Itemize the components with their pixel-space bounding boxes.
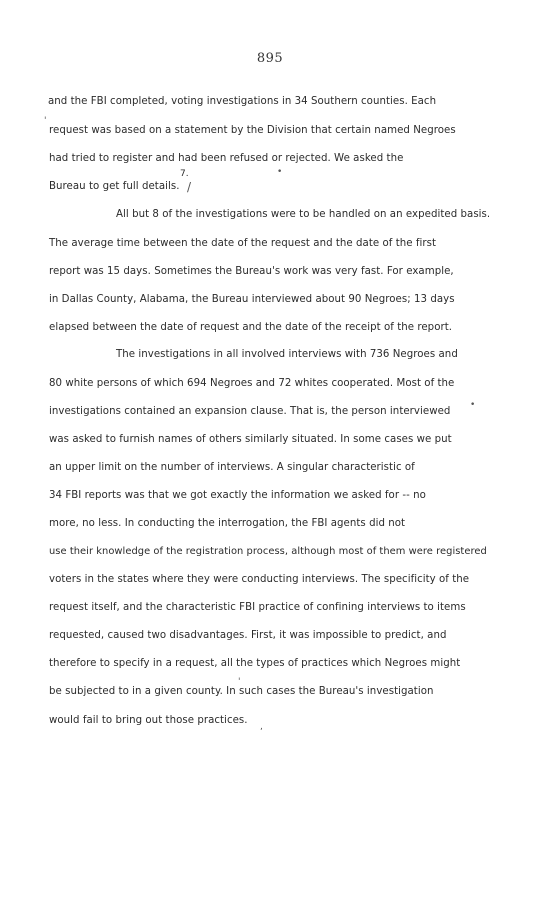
text-line: voters in the states where they were conducting interviews. The specificity of the xyxy=(49,574,470,585)
text-line: more, no less. In conducting the interrogation, the FBI agents did not xyxy=(49,518,406,529)
ink-speck: ' xyxy=(238,677,241,687)
footnote-reference: 7. xyxy=(180,169,189,179)
text-line: therefore to specify in a request, all the types of practices which Negroes might xyxy=(49,658,461,669)
text-line: Bureau to get full details. xyxy=(49,181,180,192)
text-line: an upper limit on the number of interviews. A singular characteristic of xyxy=(49,462,415,473)
text-line: request itself, and the characteristic FBI practice of confining interviews to items xyxy=(49,602,466,613)
text-line: investigations contained an expansion clause. That is, the person interviewed xyxy=(49,406,451,417)
text-line: elapsed between the date of request and the date of the receipt of the report. xyxy=(49,322,453,333)
ink-speck: • xyxy=(470,400,476,410)
text-line: was asked to furnish names of others similarly situated. In some cases we put xyxy=(49,434,452,445)
page-number: 895 xyxy=(256,51,284,66)
text-line: be subjected to in a given county. In such cases the Bureau's investigation xyxy=(49,686,434,697)
footnote-slash-mark: / xyxy=(187,180,192,194)
text-line: The investigations in all involved interviews with 736 Negroes and xyxy=(116,349,458,360)
text-line: 80 white persons of which 694 Negroes and 72 whites cooperated. Most of the xyxy=(49,378,455,389)
text-line: requested, caused two disadvantages. First, it was impossible to predict, and xyxy=(49,630,447,641)
text-line: in Dallas County, Alabama, the Bureau interviewed about 90 Negroes; 13 days xyxy=(49,294,455,305)
text-line: and the FBI completed, voting investigations in 34 Southern counties. Each xyxy=(48,96,437,107)
ink-speck: , xyxy=(260,722,263,732)
text-line: would fail to bring out those practices. xyxy=(49,715,248,726)
text-line: request was based on a statement by the Division that certain named Negroes xyxy=(49,125,456,136)
text-line: 34 FBI reports was that we got exactly the information we asked for -- no xyxy=(49,490,426,501)
text-line: The average time between the date of the request and the date of the first xyxy=(49,238,437,249)
ink-speck: • xyxy=(277,167,283,177)
text-line: All but 8 of the investigations were to be handled on an expedited basis. xyxy=(116,209,491,220)
text-line: use their knowledge of the registration process, although most of them were registered xyxy=(49,546,487,557)
text-line: had tried to register and had been refused or rejected. We asked the xyxy=(49,153,404,164)
ink-speck: ' xyxy=(44,116,47,126)
text-line: report was 15 days. Sometimes the Bureau's work was very fast. For example, xyxy=(49,266,454,277)
